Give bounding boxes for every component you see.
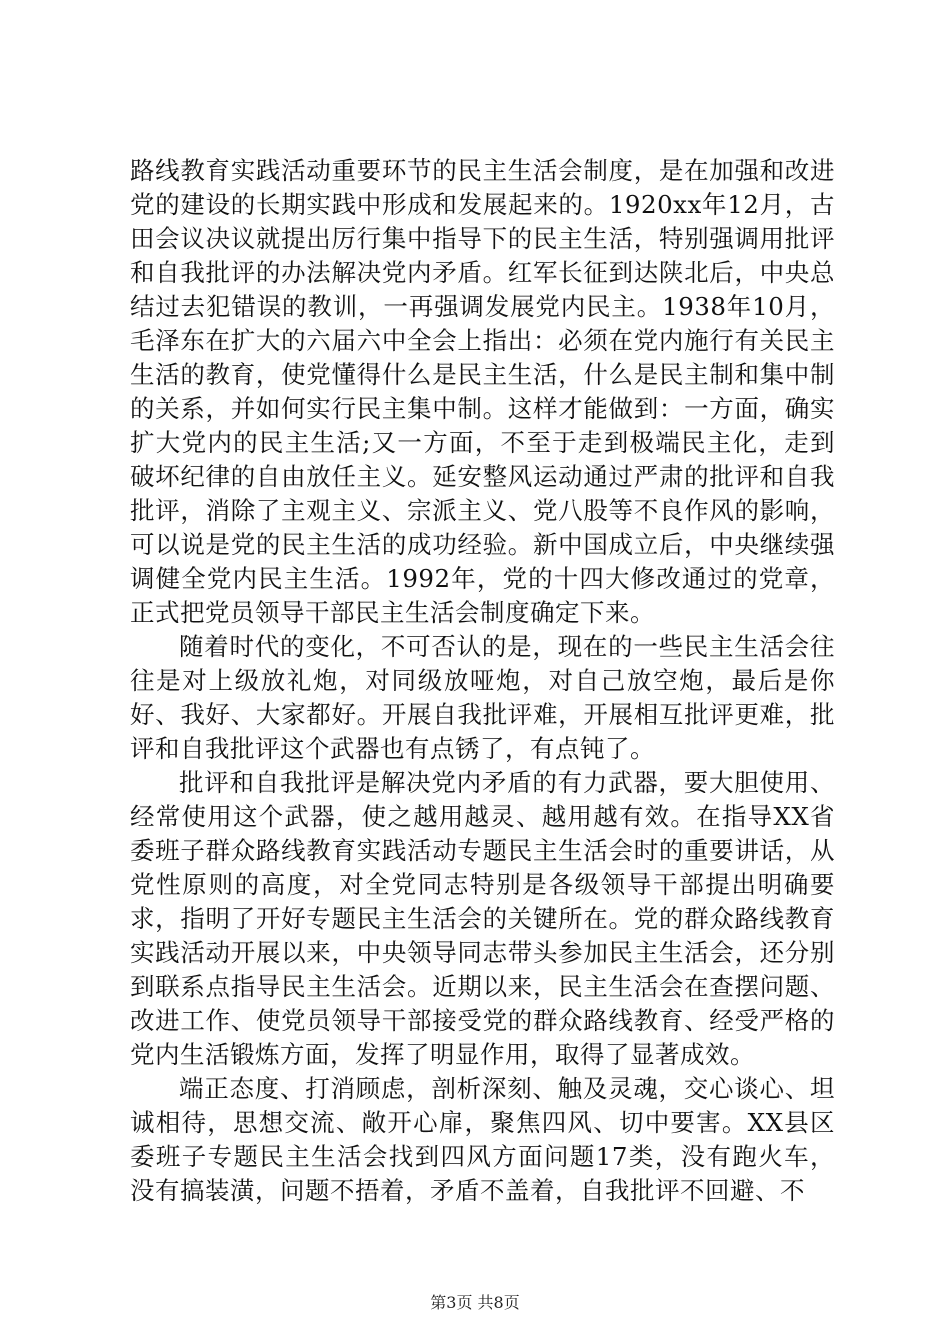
- document-body: [130, 154, 835, 1208]
- paragraph: 端正态度、打消顾虑，剖析深刻、触及灵魂，交心谈心、坦诚相待，思想交流、敞开心扉，聚焦四风、切中要害。XX县区委班子专题民主生活会找到四风方面问题17类，没有跑火车，没有搞装潢，问题不捂着，矛盾不盖着，自我批评不回避、不: [130, 1074, 835, 1205]
- paragraph: 批评和自我批评是解决党内矛盾的有力武器，要大胆使用、经常使用这个武器，使之越用越灵、越用越有效。在指导XX省委班子群众路线教育实践活动专题民主生活会时的重要讲话，从党性原则的高度，对全党同志特别是各级领导干部提出明确要求，指明了开好专题民主生活会的关键所在。党的群众路线教育实践活动开展以来，中央领导同志带头参加民主生活会，还分别到联系点指导民主生活会。近期以来，民主生活会在查摆问题、改进工作、使党员领导干部接受党的群众路线教育、经受严格的党内生活锻炼方面，发挥了明显作用，取得了显著成效。: [130, 768, 835, 1069]
- paragraph-continued: 路线教育实践活动重要环节的民主生活会制度，是在加强和改进党的建设的长期实践中形成和发展起来的。1920xx年12月，古田会议决议就提出厉行集中指导下的民主生活，特别强调用批评和自我批评的办法解决党内矛盾。红军长征到达陕北后，中央总结过去犯错误的教训，一再强调发展党内民主。1938年10月，毛泽东在扩大的六届六中全会上指出：必须在党内施行有关民主生活的教育，使党懂得什么是民主生活，什么是民主制和集中制的关系，并如何实行民主集中制。这样才能做到：一方面，确实扩大党内的民主生活;又一方面，不至于走到极端民主化，走到破坏纪律的自由放任主义。延安整风运动通过严肃的批评和自我批评，消除了主观主义、宗派主义、党八股等不良作风的影响，可以说是党的民主生活的成功经验。新中国成立后，中央继续强调健全党内民主生活。1992年，党的十四大修改通过的党章，正式把党员领导干部民主生活会制度确定下来。: [130, 156, 835, 627]
- paragraph: 随着时代的变化，不可否认的是，现在的一些民主生活会往往是对上级放礼炮，对同级放哑炮，对自己放空炮，最后是你好、我好、大家都好。开展自我批评难，开展相互批评更难，批评和自我批评这个武器也有点锈了，有点钝了。: [130, 632, 835, 763]
- page-number-footer: 第3页 共8页: [430, 1293, 520, 1312]
